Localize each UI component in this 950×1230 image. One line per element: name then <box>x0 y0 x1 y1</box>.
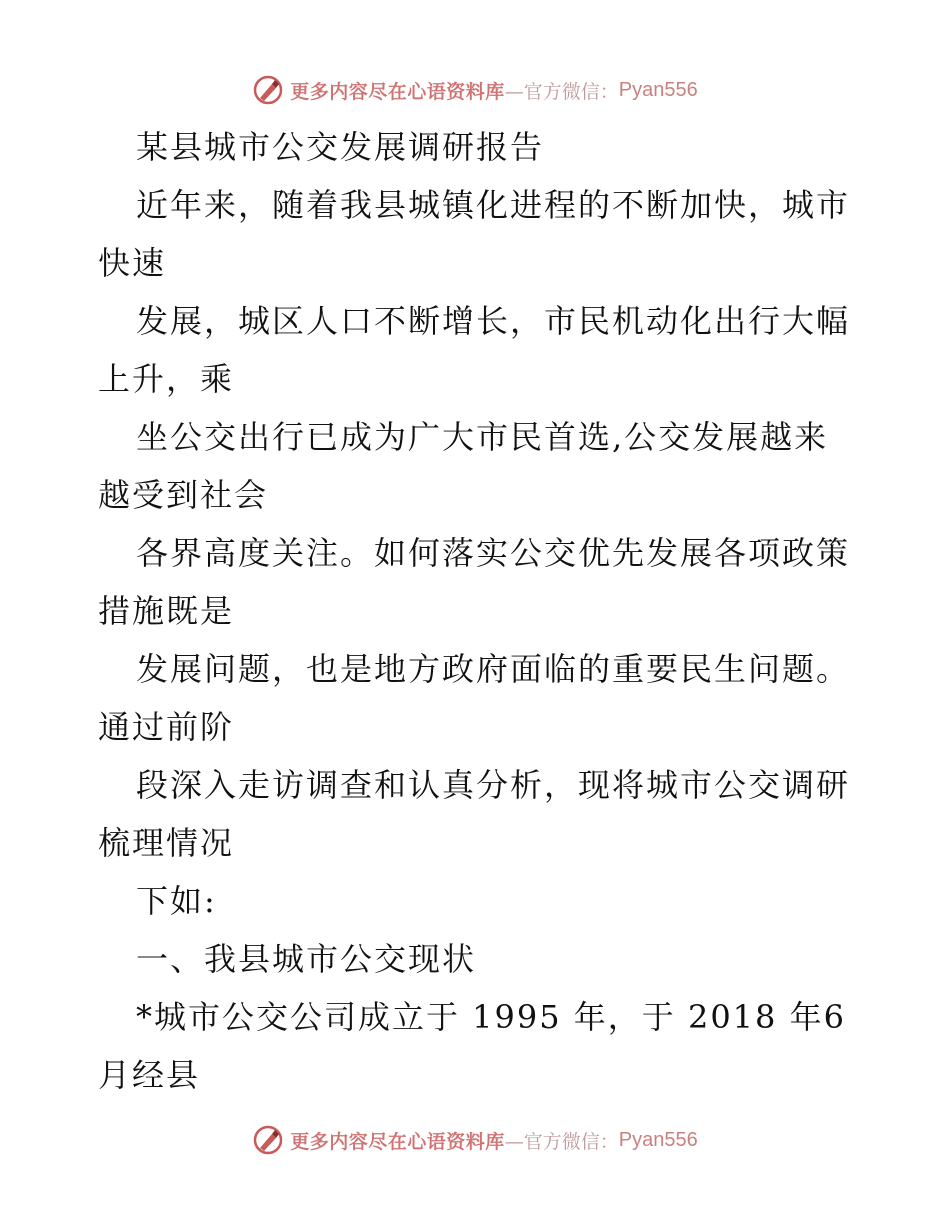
text-line: 通过前阶 <box>98 708 235 746</box>
section-heading: 一、我县城市公交现状 <box>136 940 477 978</box>
document-body <box>98 118 858 1104</box>
text-line: 措施既是 <box>98 592 235 630</box>
text-line: 坐公交出行已成为广大市民首选,公交发展越来 <box>136 418 829 456</box>
text-line: 上升，乘 <box>98 360 235 398</box>
watermark-brand-text: 更多内容尽在心语资料库 <box>290 80 505 103</box>
text-line: 下如: <box>136 882 217 920</box>
text-line: 越受到社会 <box>98 476 269 514</box>
watermark-id-text: Pyan556 <box>618 78 698 101</box>
text-line: 梳理情况 <box>98 824 235 862</box>
footer-watermark <box>0 1120 950 1160</box>
text-line: 段深入走访调查和认真分析，现将城市公交调研 <box>136 766 851 804</box>
pen-logo-icon <box>252 1124 284 1156</box>
watermark-id-text: Pyan556 <box>618 1128 698 1151</box>
text-line: 快速 <box>98 244 167 282</box>
text-line: *城市公交公司成立于 1995 年，于 2018 年6 <box>136 998 846 1036</box>
document-title: 某县城市公交发展调研报告 <box>136 128 545 166</box>
text-line: 各界高度关注。如何落实公交优先发展各项政策 <box>136 534 851 572</box>
pen-logo-icon <box>252 74 284 106</box>
watermark-separator-text: —官方微信： <box>504 1130 619 1153</box>
text-line: 近年来，随着我县城镇化进程的不断加快，城市 <box>136 186 851 224</box>
text-line: 发展，城区人口不断增长，市民机动化出行大幅 <box>136 302 851 340</box>
header-watermark <box>0 70 950 110</box>
text-line: 发展问题，也是地方政府面临的重要民生问题。 <box>136 650 851 688</box>
text-line: 月经县 <box>98 1056 201 1094</box>
watermark-brand-text: 更多内容尽在心语资料库 <box>290 1130 505 1153</box>
watermark-separator-text: —官方微信： <box>504 80 619 103</box>
